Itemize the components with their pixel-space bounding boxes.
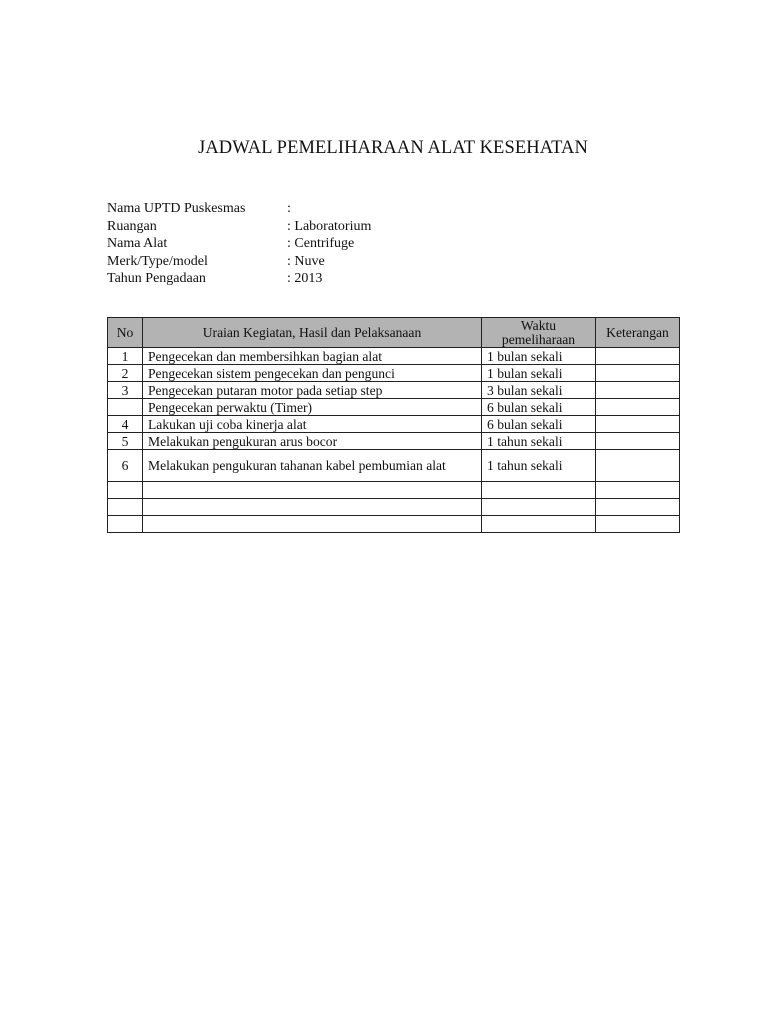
cell-uraian	[143, 499, 482, 516]
cell-uraian	[143, 482, 482, 499]
info-row-puskesmas	[107, 200, 371, 218]
cell-uraian: Pengecekan perwaktu (Timer)	[143, 399, 482, 416]
table-row	[108, 399, 680, 416]
cell-no: 3	[108, 382, 143, 399]
header-keterangan: Keterangan	[596, 318, 680, 348]
info-label: Ruangan	[107, 218, 157, 234]
cell-uraian: Lakukan uji coba kinerja alat	[143, 416, 482, 433]
cell-keterangan	[596, 365, 680, 382]
cell-uraian: Pengecekan putaran motor pada setiap step	[143, 382, 482, 399]
info-label: Nama Alat	[107, 236, 168, 252]
cell-no	[108, 399, 143, 416]
cell-keterangan	[596, 382, 680, 399]
table-header-row	[108, 318, 680, 348]
maintenance-schedule-table	[107, 317, 680, 533]
cell-keterangan	[596, 433, 680, 450]
cell-waktu: 1 tahun sekali	[482, 433, 596, 450]
cell-waktu	[482, 499, 596, 516]
cell-uraian	[143, 516, 482, 533]
cell-uraian: Pengecekan sistem pengecekan dan pengunci	[143, 365, 482, 382]
cell-keterangan	[596, 399, 680, 416]
cell-no	[108, 516, 143, 533]
info-value: : Laboratorium	[287, 218, 372, 234]
cell-waktu: 1 tahun sekali	[482, 450, 596, 482]
table-row	[108, 416, 680, 433]
info-label: Tahun Pengadaan	[107, 271, 206, 287]
info-row-ruangan	[107, 218, 371, 236]
cell-waktu	[482, 516, 596, 533]
table-row	[108, 365, 680, 382]
info-value: : Nuve	[287, 253, 325, 269]
cell-waktu: 1 bulan sekali	[482, 365, 596, 382]
table-row	[108, 450, 680, 482]
cell-keterangan	[596, 516, 680, 533]
cell-waktu: 3 bulan sekali	[482, 382, 596, 399]
info-label: Merk/Type/model	[107, 253, 208, 269]
table-row	[108, 348, 680, 365]
cell-no	[108, 482, 143, 499]
cell-no: 6	[108, 450, 143, 482]
cell-no: 1	[108, 348, 143, 365]
info-value: :	[287, 201, 291, 216]
info-label: Nama UPTD Puskesmas	[107, 201, 246, 216]
cell-uraian: Melakukan pengukuran arus bocor	[143, 433, 482, 450]
cell-no: 2	[108, 365, 143, 382]
info-block	[107, 200, 371, 288]
header-uraian: Uraian Kegiatan, Hasil dan Pelaksanaan	[143, 318, 482, 348]
table-row-empty	[108, 516, 680, 533]
cell-waktu: 1 bulan sekali	[482, 348, 596, 365]
cell-no: 5	[108, 433, 143, 450]
table-row-empty	[108, 499, 680, 516]
cell-keterangan	[596, 499, 680, 516]
info-row-nama-alat	[107, 235, 371, 253]
cell-waktu: 6 bulan sekali	[482, 416, 596, 433]
cell-uraian: Pengecekan dan membersihkan bagian alat	[143, 348, 482, 365]
cell-no: 4	[108, 416, 143, 433]
document-title: JADWAL PEMELIHARAAN ALAT KESEHATAN	[198, 138, 588, 158]
info-row-merk	[107, 253, 371, 271]
cell-keterangan	[596, 450, 680, 482]
info-value: : 2013	[287, 271, 323, 287]
cell-keterangan	[596, 416, 680, 433]
table-row-empty	[108, 482, 680, 499]
cell-waktu: 6 bulan sekali	[482, 399, 596, 416]
info-row-tahun	[107, 270, 371, 288]
table-row	[108, 433, 680, 450]
info-value: : Centrifuge	[287, 236, 355, 252]
cell-keterangan	[596, 482, 680, 499]
header-no: No	[108, 318, 143, 348]
table-row	[108, 382, 680, 399]
header-waktu: Waktu pemeliharaan	[482, 318, 596, 348]
cell-keterangan	[596, 348, 680, 365]
cell-waktu	[482, 482, 596, 499]
cell-uraian: Melakukan pengukuran tahanan kabel pembumian alat	[143, 450, 482, 482]
cell-no	[108, 499, 143, 516]
